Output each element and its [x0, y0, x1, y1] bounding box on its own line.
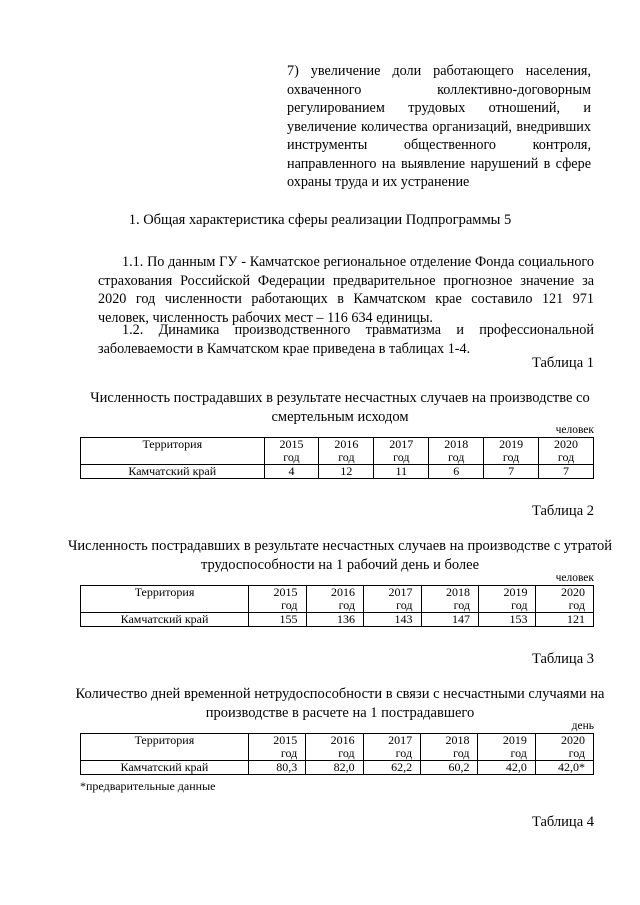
- table-cell: 153: [478, 613, 535, 627]
- goal-item-7: 7) увеличение доли работающего населения, охваченного коллективно-договорным регулированием трудовых отношений, и увеличение количества организаций, внедривших инструменты общественного контроля, направленного на выявление нарушений в сфере охраны труда и их устранение: [287, 63, 591, 190]
- table-row: [81, 761, 594, 775]
- header-year: 2015 год: [249, 586, 306, 613]
- table-3-unit: день: [571, 720, 594, 732]
- header-year: 2016 год: [306, 734, 363, 761]
- header-territory: Территория: [81, 586, 249, 613]
- table-header-row: [81, 734, 594, 761]
- header-year: 2017 год: [364, 586, 421, 613]
- header-year: 2018 год: [421, 586, 478, 613]
- table-cell: 7: [484, 465, 539, 479]
- header-year: 2018 год: [429, 438, 484, 465]
- table-3-footnote: *предварительные данные: [80, 779, 216, 793]
- table-3-label: Таблица 3: [531, 651, 594, 667]
- table-cell: 42,0*: [535, 761, 593, 775]
- header-year: 2020 год: [535, 734, 593, 761]
- paragraph-1-2: [98, 321, 594, 358]
- table-header-row: [81, 586, 594, 613]
- table-cell: 121: [536, 613, 594, 627]
- header-year: 2017 год: [374, 438, 429, 465]
- table-1-title: Численность пострадавших в результате несчастных случаев на производстве со смертельным исходом: [90, 390, 590, 425]
- header-year: 2018 год: [421, 734, 478, 761]
- row-label: Камчатский край: [81, 465, 265, 479]
- table-cell: 42,0: [478, 761, 535, 775]
- table-cell: 143: [364, 613, 421, 627]
- row-label: Камчатский край: [81, 761, 249, 775]
- header-year: 2016 год: [319, 438, 374, 465]
- table-cell: 82,0: [306, 761, 363, 775]
- header-year: 2017 год: [363, 734, 420, 761]
- paragraph-1-1: [98, 253, 594, 327]
- table-1: [80, 437, 594, 479]
- table-cell: 62,2: [363, 761, 420, 775]
- header-year: 2019 год: [484, 438, 539, 465]
- table-2-label: Таблица 2: [531, 503, 594, 519]
- table-2: [80, 585, 594, 627]
- header-year: 2020 год: [539, 438, 594, 465]
- table-1-label: Таблица 1: [531, 355, 594, 371]
- section-heading: 1. Общая характеристика сферы реализации Подпрограммы 5: [128, 212, 512, 228]
- header-year: 2015 год: [264, 438, 319, 465]
- table-4-label: Таблица 4: [531, 814, 594, 830]
- header-year: 2019 год: [478, 734, 535, 761]
- header-territory: Территория: [81, 734, 249, 761]
- table-cell: 147: [421, 613, 478, 627]
- table-cell: 7: [539, 465, 594, 479]
- table-row: [81, 465, 594, 479]
- table-cell: 12: [319, 465, 374, 479]
- paragraph-1-1-text: 1.1. По данным ГУ - Камчатское региональное отделение Фонда социального страхования Российской Федерации предварительное прогнозное значение за 2020 год численности работающих в Камчатском крае составило 121 971 человек, численность рабочих мест – 116 634 единицы.: [98, 254, 594, 326]
- table-cell: 11: [374, 465, 429, 479]
- table-3: [80, 733, 594, 775]
- header-year: 2019 год: [478, 586, 535, 613]
- row-label: Камчатский край: [81, 613, 249, 627]
- table-cell: 136: [306, 613, 363, 627]
- table-3-title: Количество дней временной нетрудоспособности в связи с несчастными случаями на производстве в расчете на 1 пострадавшего: [75, 686, 605, 721]
- table-cell: 60,2: [421, 761, 478, 775]
- header-year: 2016 год: [306, 586, 363, 613]
- header-territory: Территория: [81, 438, 265, 465]
- table-cell: 6: [429, 465, 484, 479]
- header-year: 2015 год: [248, 734, 305, 761]
- header-year: 2020 год: [536, 586, 594, 613]
- table-cell: 80,3: [248, 761, 305, 775]
- table-2-title: Численность пострадавших в результате несчастных случаев на производстве с утратой трудоспособности на 1 рабочий день и более: [67, 538, 613, 573]
- table-1-unit: человек: [555, 424, 594, 436]
- paragraph-1-2-text: 1.2. Динамика производственного травматизма и профессиональной заболеваемости в Камчатском крае приведена в таблицах 1-4.: [98, 322, 594, 357]
- table-2-unit: человек: [555, 572, 594, 584]
- table-row: [81, 613, 594, 627]
- table-cell: 4: [264, 465, 319, 479]
- table-cell: 155: [249, 613, 306, 627]
- table-header-row: [81, 438, 594, 465]
